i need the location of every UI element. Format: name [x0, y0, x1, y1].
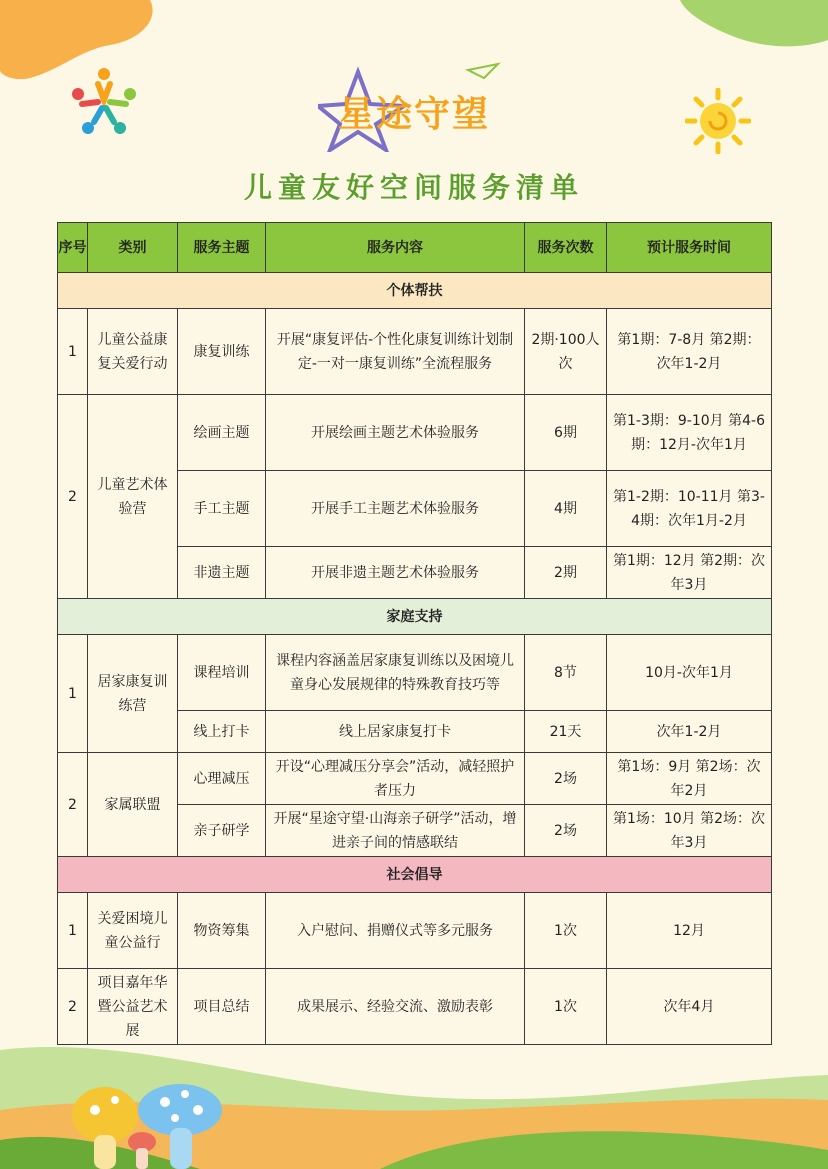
row-time: 第1期：12月 第2期：次年3月 — [607, 547, 772, 599]
top-right-decoration — [680, 0, 828, 50]
row-category: 居家康复训练营 — [88, 635, 178, 753]
row-topic: 心理减压 — [178, 753, 266, 805]
sun-icon — [685, 88, 751, 154]
row-count: 2期·100人次 — [525, 309, 607, 395]
section-title: 家庭支持 — [58, 599, 772, 635]
people-logo-icon — [68, 66, 140, 138]
row-topic: 课程培训 — [178, 635, 266, 711]
row-category: 儿童公益康复关爱行动 — [88, 309, 178, 395]
row-count: 4期 — [525, 471, 607, 547]
table-header-row — [58, 223, 772, 273]
row-topic: 康复训练 — [178, 309, 266, 395]
row-content: 入户慰问、捐赠仪式等多元服务 — [266, 893, 525, 969]
header-content: 服务内容 — [266, 223, 525, 273]
row-category: 关爱困境儿童公益行 — [88, 893, 178, 969]
section-title: 个体帮扶 — [58, 273, 772, 309]
header-category: 类别 — [88, 223, 178, 273]
row-topic: 非遗主题 — [178, 547, 266, 599]
row-count: 21天 — [525, 711, 607, 753]
row-topic: 项目总结 — [178, 969, 266, 1045]
page-title: 儿童友好空间服务清单 — [243, 171, 584, 204]
row-category: 家属联盟 — [88, 753, 178, 857]
row-count: 2场 — [525, 805, 607, 857]
row-content: 开展“星途守望·山海亲子研学”活动，增进亲子间的情感联结 — [266, 805, 525, 857]
row-index: 2 — [58, 969, 88, 1045]
row-time: 次年1-2月 — [607, 711, 772, 753]
row-index: 2 — [58, 395, 88, 599]
row-category: 项目嘉年华暨公益艺术展 — [88, 969, 178, 1045]
row-time: 第1期：7-8月 第2期：次年1-2月 — [607, 309, 772, 395]
mushroom-illustration — [70, 1080, 230, 1169]
section-title: 社会倡导 — [58, 857, 772, 893]
row-count: 8节 — [525, 635, 607, 711]
row-content: 成果展示、经验交流、激励表彰 — [266, 969, 525, 1045]
row-index: 2 — [58, 753, 88, 857]
row-topic: 线上打卡 — [178, 711, 266, 753]
row-content: 开展非遗主题艺术体验服务 — [266, 547, 525, 599]
row-content: 开展绘画主题艺术体验服务 — [266, 395, 525, 471]
section-row — [58, 857, 772, 893]
row-index: 1 — [58, 309, 88, 395]
header-time: 预计服务时间 — [607, 223, 772, 273]
row-category: 儿童艺术体验营 — [88, 395, 178, 599]
row-content: 课程内容涵盖居家康复训练以及困境儿童身心发展规律的特殊教育技巧等 — [266, 635, 525, 711]
row-index: 1 — [58, 635, 88, 753]
header-count: 服务次数 — [525, 223, 607, 273]
table-row — [58, 969, 772, 1045]
table-row — [58, 309, 772, 395]
row-content: 开展手工主题艺术体验服务 — [266, 471, 525, 547]
row-count: 1次 — [525, 969, 607, 1045]
header-topic: 服务主题 — [178, 223, 266, 273]
row-topic: 手工主题 — [178, 471, 266, 547]
row-topic: 物资筹集 — [178, 893, 266, 969]
table-row — [58, 893, 772, 969]
service-table — [57, 222, 772, 1045]
section-row — [58, 273, 772, 309]
row-time: 第1-2期：10-11月 第3-4期：次年1月-2月 — [607, 471, 772, 547]
row-count: 6期 — [525, 395, 607, 471]
row-time: 第1-3期：9-10月 第4-6期：12月-次年1月 — [607, 395, 772, 471]
row-content: 开展“康复评估-个性化康复训练计划制定-一对一康复训练”全流程服务 — [266, 309, 525, 395]
row-count: 1次 — [525, 893, 607, 969]
row-time: 10月-次年1月 — [607, 635, 772, 711]
row-time: 次年4月 — [607, 969, 772, 1045]
row-index: 1 — [58, 893, 88, 969]
row-time: 12月 — [607, 893, 772, 969]
row-count: 2期 — [525, 547, 607, 599]
table-row — [58, 753, 772, 805]
brand-logo-text: 星途守望 — [338, 94, 491, 135]
section-row — [58, 599, 772, 635]
row-time: 第1场：10月 第2场：次年3月 — [607, 805, 772, 857]
row-count: 2场 — [525, 753, 607, 805]
row-content: 开设“心理减压分享会”活动，减轻照护者压力 — [266, 753, 525, 805]
row-topic: 绘画主题 — [178, 395, 266, 471]
row-content: 线上居家康复打卡 — [266, 711, 525, 753]
table-row — [58, 635, 772, 711]
row-topic: 亲子研学 — [178, 805, 266, 857]
table-row — [58, 395, 772, 471]
row-time: 第1场：9月 第2场：次年2月 — [607, 753, 772, 805]
header-index: 序号 — [58, 223, 88, 273]
